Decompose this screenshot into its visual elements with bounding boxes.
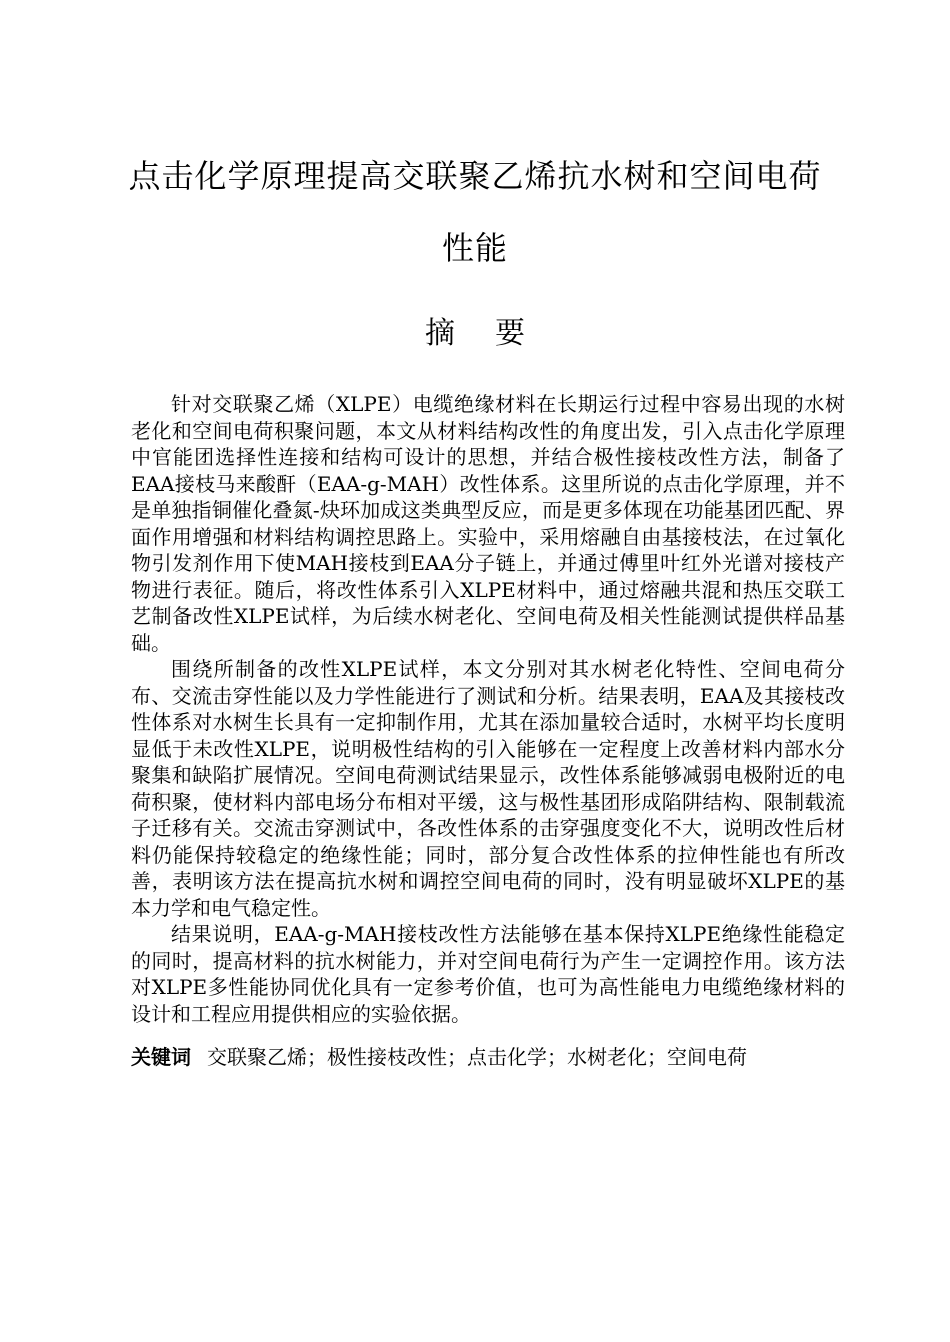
abstract-paragraph-1: 针对交联聚乙烯（XLPE）电缆绝缘材料在长期运行过程中容易出现的水树老化和空间电荷积聚问题，本文从材料结构改性的角度出发，引入点击化学原理中官能团选择性连接和结构可设计的思想，并结合极性接枝改性方法，制备了EAA接枝马来酸酐（EAA-g-MAH）改性体系。这里所说的点击化学原理，并不是单独指铜催化叠氮-炔环加成这类典型反应，而是更多体现在功能基团匹配、界面作用增强和材料结构调控思路上。实验中，采用熔融自由基接枝法，在过氧化物引发剂作用下使MAH接枝到EAA分子链上，并通过傅里叶红外光谱对接枝产物进行表征。随后，将改性体系引入XLPE材料中，通过熔融共混和热压交联工艺制备改性XLPE试样，为后续水树老化、空间电荷及相关性能测试提供样品基础。	[131, 392, 845, 655]
abstract-body	[131, 391, 845, 1027]
keywords-line	[131, 1044, 845, 1070]
abstract-paragraph-2: 围绕所制备的改性XLPE试样，本文分别对其水树老化特性、空间电荷分布、交流击穿性能以及力学性能进行了测试和分析。结果表明，EAA及其接枝改性体系对水树生长具有一定抑制作用，尤其在添加量较合适时，水树平均长度明显低于未改性XLPE，说明极性结构的引入能够在一定程度上改善材料内部水分聚集和缺陷扩展情况。空间电荷测试结果显示，改性体系能够减弱电极附近的电荷积聚，使材料内部电场分布相对平缓，这与极性基团形成陷阱结构、限制载流子迁移有关。交流击穿测试中，各改性体系的击穿强度变化不大，说明改性后材料仍能保持较稳定的绝缘性能；同时，部分复合改性体系的拉伸性能也有所改善，表明该方法在提高抗水树和调控空间电荷的同时，没有明显破坏XLPE的基本力学和电气稳定性。	[131, 657, 845, 920]
abstract-paragraph-3: 结果说明，EAA-g-MAH接枝改性方法能够在基本保持XLPE绝缘性能稳定的同时，提高材料的抗水树能力，并对空间电荷行为产生一定调控作用。该方法对XLPE多性能协同优化具有一定参考价值，也可为高性能电力电缆绝缘材料的设计和工程应用提供相应的实验依据。	[131, 922, 845, 1026]
title-line-2: 性能	[441, 229, 508, 267]
keywords-text: 交联聚乙烯；极性接枝改性；点击化学；水树老化；空间电荷	[207, 1045, 747, 1069]
keywords-label: 关键词	[131, 1045, 191, 1069]
title-line-1: 点击化学原理提高交联聚乙烯抗水树和空间电荷	[128, 157, 822, 195]
abstract-heading: 摘要	[425, 316, 565, 351]
